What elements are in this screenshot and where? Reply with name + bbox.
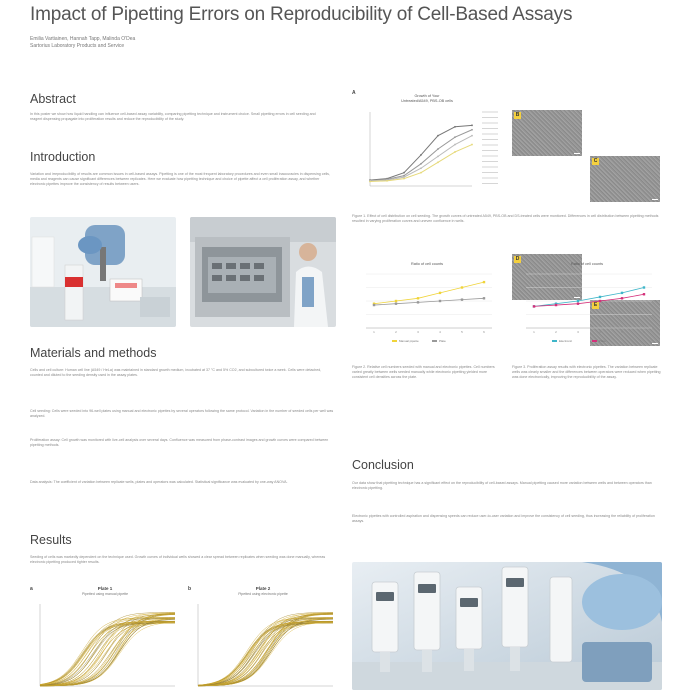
ratio-point (599, 296, 601, 298)
affiliation: Sartorius Laboratory Products and Service (30, 42, 125, 49)
legend-swatch (552, 340, 557, 342)
ratio-point (577, 300, 579, 302)
replicate-curve (198, 613, 333, 686)
ratio-left-caption: Figure 2. Relative cell numbers seeded with manual and electronic pipettes. Cell numbers varied greatly between wells seeded manually while electronic pipetting yielded more consistent cell densities across the plate. (352, 365, 495, 379)
growth-caption: Figure 1. Effect of cell distribution on cell seeding. The growth curves of untreated A549, PBS-OB and DS-treated cells were monitored. Differences in cell distribution between pipetting methods resulted in varying proliferation curves and uneven confluence in wells. (352, 214, 659, 223)
replicate-curve (40, 619, 175, 686)
growth-point (403, 172, 405, 174)
ratio-point (555, 304, 557, 306)
growth-title (352, 94, 502, 104)
growth-series-line (370, 136, 472, 181)
replicate-curve (198, 618, 333, 686)
scale-bar (652, 199, 658, 200)
replicate-curve (40, 621, 175, 684)
ratio-point (643, 293, 645, 295)
poster-title: Impact of Pipetting Errors on Reproducibility of Cell-Based Assays (30, 4, 573, 25)
replicate-curve (40, 622, 175, 686)
growth-point (471, 129, 473, 131)
ratio-point (577, 303, 579, 305)
replicate-curve (198, 614, 333, 686)
legend-label: Manual pipette (399, 339, 419, 343)
plate1-panel-letter: a (30, 586, 33, 592)
introduction-text: Variation and irreproducibility of results are common issues in cell-based assays. Pipetting is one of the most frequent laboratory procedures and even small inaccuracies in dispensing cells, media and reagents can cause significant differences between replicates. Here we evaluate how pipetting technique and choice of pipette affect a cell proliferation assay, and whether electronic pipettes improve the consistency of results between users. (30, 172, 330, 186)
legend-swatch (592, 340, 597, 342)
plate2-subtitle: Pipetted using electronic pipette (238, 592, 288, 596)
ratio-point (395, 303, 397, 305)
growth-point (437, 148, 439, 150)
replicate-curve (40, 621, 175, 685)
authors: Emilia Vartiainen, Hannah Tapp, Malinda O'Dea (30, 36, 136, 42)
ratio-point (461, 298, 463, 300)
replicate-curve (198, 613, 333, 686)
replicate-curve (40, 622, 175, 685)
micro-image-c (590, 156, 660, 202)
replicate-curve (198, 614, 333, 685)
replicate-curve (40, 622, 175, 685)
methods-heading: Materials and methods (30, 346, 157, 360)
growth-panel-letter: A (352, 90, 356, 96)
x-tick-label: 3 (577, 330, 579, 334)
ratio-point (599, 300, 601, 302)
ratio-point (643, 286, 645, 288)
ratio-point (439, 300, 441, 302)
replicate-curve (198, 614, 333, 686)
legend-label: Electronic (559, 339, 573, 343)
lab-photo-pipetting (30, 217, 176, 327)
plate1-title: Plate 1 (97, 586, 113, 591)
micro-label-c: C (593, 158, 598, 164)
methods-p2: Cell seeding: Cells were seeded into 96-well plates using manual and electronic pipettes by several operators following the same protocol. Variation in the number of seeded cells per well was analyzed. (30, 409, 334, 418)
ratio-point (395, 300, 397, 302)
ratio-chart-right (512, 262, 662, 357)
growth-point (369, 181, 371, 183)
x-tick-label: 6 (483, 330, 485, 334)
ratio-chart-left (352, 262, 502, 357)
methods-p1: Cells and cell culture: Human cell line (A549 / HeLa) was maintained in standard growth medium, incubated at 37 °C and 5% CO2, and subcultured twice a week. Cells were detached, counted and diluted to the seeding density used in the assay plates. (30, 368, 322, 377)
growth-point (454, 126, 456, 128)
plate1-subtitle: Pipetted using manual pipette (81, 592, 129, 596)
pipettes-photo (352, 562, 662, 690)
ratio-point (417, 297, 419, 299)
ratio-point (533, 305, 535, 307)
abstract-text: In this poster we show how liquid handling can influence cell-based assay variability, comparing pipetting technique and instrument choice. Small pipetting errors in cell seeding and reagent dispensing propagate into proliferation results and reduce the reproducibility of the study. (30, 112, 316, 121)
growth-point (386, 180, 388, 182)
ratio-point (461, 286, 463, 288)
plate2-title: Plate 2 (255, 586, 271, 591)
replicate-curve (198, 617, 333, 685)
growth-point (437, 135, 439, 137)
ratio-left-title: Ratio of cell counts (410, 262, 444, 266)
ratio-right-caption: Figure 3. Proliferation assay results with electronic pipettes. The variation between replicate wells was clearly smaller and the differences between operators were reduced when pipetting was done electronically, improving the reproducibility of the assay. (512, 365, 661, 379)
ratio-series-line (374, 282, 484, 304)
growth-figure (352, 90, 502, 202)
ratio-point (483, 281, 485, 283)
replicate-curve (40, 623, 175, 686)
growth-title-line1: Growth of Your (414, 94, 440, 98)
introduction-heading: Introduction (30, 150, 96, 164)
replicate-curve (40, 613, 175, 685)
growth-title-line2: Untreated/A549, PBS-OB cells (401, 99, 453, 103)
x-tick-label: 2 (395, 330, 397, 334)
growth-point (471, 144, 473, 146)
ratio-left-svg (352, 268, 502, 357)
plate2-panel-letter: b (188, 586, 192, 592)
micro-label-e: E (593, 302, 598, 308)
x-tick-label: 4 (599, 330, 601, 334)
replicate-curve (40, 621, 175, 685)
growth-point (403, 178, 405, 180)
x-tick-label: 3 (417, 330, 419, 334)
conclusion-p1: Our data show that pipetting technique has a significant effect on the reproducibility of cell-based assays. Manual pipetting caused more variation between wells and between operators than electronic pipetting. (352, 481, 652, 490)
scale-bar (574, 153, 580, 154)
replicate-curve (198, 615, 333, 686)
ratio-right-svg (512, 268, 662, 357)
growth-point (420, 163, 422, 165)
growth-point (454, 144, 456, 146)
replicate-curve (40, 622, 175, 686)
x-tick-label: 1 (373, 330, 375, 334)
x-tick-label: 4 (439, 330, 441, 334)
replicate-curve (198, 613, 333, 686)
replicate-curve (198, 613, 333, 685)
x-tick-label: 5 (621, 330, 623, 334)
ratio-point (439, 292, 441, 294)
legend-label: Plate (439, 339, 446, 343)
plate2-curves (188, 598, 338, 690)
conclusion-p2: Electronic pipettes with controlled aspiration and dispensing speeds can reduce user-to-user variation and improve the consistency of cell seeding, thus increasing the reliability of proliferation assays. (352, 514, 655, 523)
conclusion-heading: Conclusion (352, 458, 414, 472)
micro-label-b: B (515, 112, 520, 118)
x-tick-label: 1 (533, 330, 535, 334)
lab-photo-instrument (190, 217, 336, 327)
author-block (30, 36, 135, 49)
growth-point (420, 172, 422, 174)
replicate-curve (198, 614, 333, 686)
abstract-heading: Abstract (30, 92, 76, 106)
plate1-chart (30, 586, 180, 690)
growth-point (437, 161, 439, 163)
growth-point (420, 154, 422, 156)
methods-p4: Data analysis: The coefficient of variation between replicate wells, plates and operators was calculated. Statistical significance was evaluated by one-way ANOVA. (30, 480, 288, 484)
x-tick-label: 6 (643, 330, 645, 334)
growth-point (420, 167, 422, 169)
replicate-curve (40, 621, 175, 685)
ratio-point (417, 301, 419, 303)
replicate-curve (40, 622, 175, 686)
x-tick-label: 2 (555, 330, 557, 334)
growth-point (454, 136, 456, 138)
ratio-point (373, 304, 375, 306)
ratio-right-title: Ratio of cell counts (570, 262, 604, 266)
growth-point (471, 124, 473, 126)
legend-swatch (432, 340, 437, 342)
results-heading: Results (30, 533, 72, 547)
growth-point (454, 151, 456, 153)
replicate-curve (40, 622, 175, 685)
plate1-curves (30, 598, 180, 690)
micro-label-d: D (515, 256, 520, 262)
x-tick-label: 5 (461, 330, 463, 334)
replicate-curve (40, 622, 175, 686)
growth-chart (352, 106, 502, 202)
results-text: Seeding of cells was markedly dependent on the technique used. Growth curves of individual wells showed a clear spread between replicates when seeding was done manually, whereas electronic pipetting produced tighter results. (30, 555, 326, 564)
ratio-point (621, 292, 623, 294)
legend-swatch (392, 340, 397, 342)
ratio-point (483, 297, 485, 299)
plate2-chart (188, 586, 338, 690)
methods-p3: Proliferation assay: Cell growth was monitored with live-cell analysis over several days. Confluence was measured from phase-contrast images and growth curves were compared between pipetting methods. (30, 438, 329, 447)
legend-label: Plate (599, 339, 606, 343)
growth-point (437, 156, 439, 158)
growth-point (471, 135, 473, 137)
ratio-point (621, 297, 623, 299)
micro-image-b (512, 110, 582, 156)
